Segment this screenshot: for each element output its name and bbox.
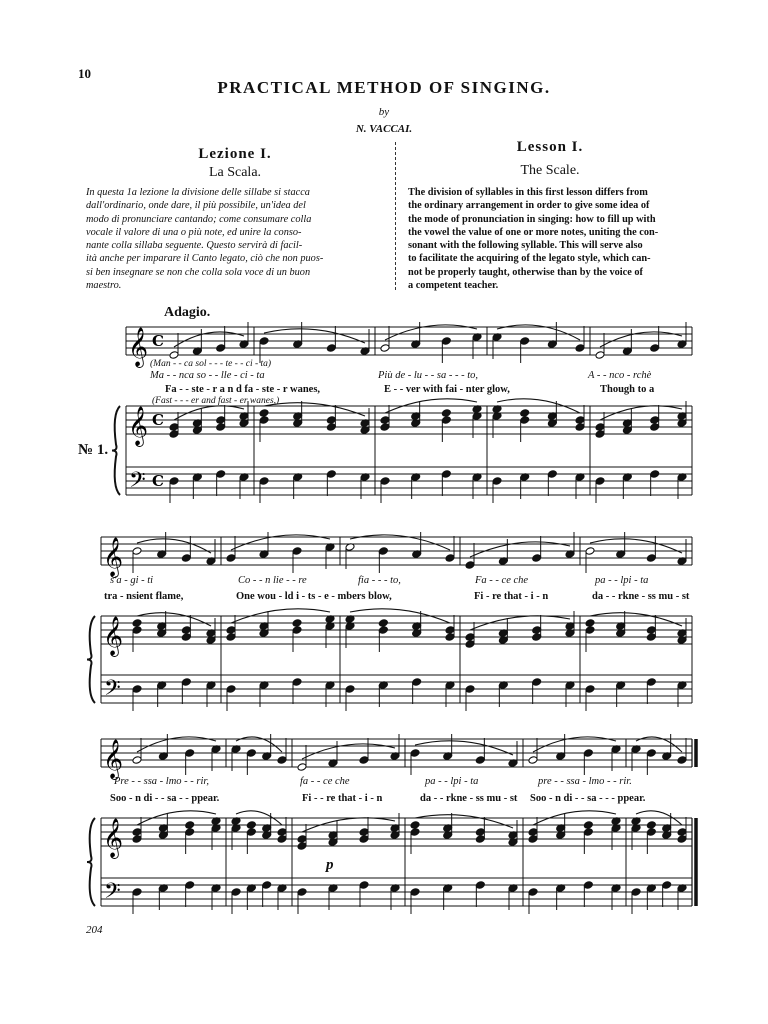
note-head (520, 409, 530, 418)
lyric-line: Soo - n di - - sa - - - ppear. (530, 793, 646, 804)
slur (137, 613, 211, 626)
note-head (646, 749, 656, 758)
note-head (132, 685, 142, 694)
plate-number: 204 (86, 924, 103, 936)
note-head (181, 626, 191, 635)
treble-clef-icon: 𝄞 (103, 616, 124, 656)
note-head (292, 678, 302, 687)
lyric-line: Ma - - nca so - - lle - ci - ta (150, 370, 265, 381)
note-head (650, 344, 660, 353)
note-head (277, 835, 287, 844)
treble-clef-icon: 𝄞 (103, 537, 124, 577)
note-head (132, 835, 142, 844)
slur (590, 613, 682, 626)
english-subtitle: The Scale. (520, 163, 580, 178)
lyric-line: s'a - gi - ti (110, 575, 154, 586)
treble-clef-icon: 𝄞 (103, 818, 124, 858)
note-head (441, 416, 451, 425)
note-head (132, 626, 142, 635)
note-head (547, 470, 557, 479)
note-head (465, 685, 475, 694)
author-name: N. VACCAI. (355, 123, 413, 135)
lyric-line: (Man - - ca sol - - - te - - ci - ta) (150, 359, 272, 369)
note-head (132, 888, 142, 897)
note-head (297, 835, 307, 844)
note-head (226, 685, 236, 694)
italian-lesson-title: Lezione I. (198, 146, 272, 162)
italian-line: dall'ordinario, onde dare, il più possibile, un'idea del (86, 200, 306, 212)
note-head (575, 344, 585, 353)
note-head (185, 881, 195, 890)
note-head (359, 835, 369, 844)
brace-icon (87, 616, 95, 703)
note-head (532, 554, 542, 563)
note-head (583, 749, 593, 758)
note-head (297, 888, 307, 897)
slur (264, 403, 365, 416)
note-head (595, 430, 605, 439)
page-title: PRACTICAL METHOD OF SINGING. (217, 78, 551, 97)
english-line: to facilitate the acquiring of the legato style, which can- (408, 253, 651, 265)
note-head (297, 763, 307, 772)
note-head (441, 409, 451, 418)
note-head (359, 881, 369, 890)
treble-clef-icon: 𝄞 (128, 327, 149, 367)
note-head (575, 423, 585, 432)
note-head (216, 470, 226, 479)
note-head (226, 554, 236, 563)
note-head (595, 423, 605, 432)
lyric-line: Fi - re that - i - n (474, 591, 549, 602)
note-head (631, 888, 641, 897)
note-head (262, 881, 272, 890)
english-line: The division of syllables in this first lesson differs from (408, 187, 648, 198)
note-head (359, 756, 369, 765)
note-head (345, 685, 355, 694)
note-head (650, 423, 660, 432)
note-head (181, 678, 191, 687)
note-head (595, 477, 605, 486)
lyric-line: Pre - - ssa - lmo - - rir, (114, 776, 209, 787)
note-head (185, 821, 195, 830)
note-head (297, 842, 307, 851)
note-head (259, 337, 269, 346)
note-head (132, 619, 142, 628)
note-head (326, 470, 336, 479)
note-head (677, 828, 687, 837)
note-head (646, 554, 656, 563)
lyric-line: E - - ver with fai - nter glow, (384, 384, 510, 395)
note-head (410, 828, 420, 837)
italian-line: modo di pronunciare cantando; come consumare colla (86, 213, 312, 225)
note-head (595, 351, 605, 360)
note-head (677, 835, 687, 844)
note-head (380, 344, 390, 353)
note-head (326, 416, 336, 425)
english-lesson-title: Lesson I. (516, 139, 584, 155)
note-head (475, 881, 485, 890)
note-head (226, 626, 236, 635)
note-head (441, 470, 451, 479)
note-head (216, 344, 226, 353)
lyric-line: fa - - ce che (300, 776, 350, 787)
note-head (492, 477, 502, 486)
italian-line: vocale il valore di una o più note, ed unire la conso- (86, 226, 302, 238)
note-head (465, 561, 475, 570)
english-line: not be properly taught, otherwise than by the voice of (408, 266, 643, 278)
note-head (475, 756, 485, 765)
note-head (181, 554, 191, 563)
italian-subtitle: La Scala. (208, 165, 262, 180)
lyric-line: Fi - - re that - i - n (302, 793, 383, 804)
bass-clef-icon: 𝄢 (129, 468, 146, 498)
note-head (646, 828, 656, 837)
lyric-line: pre - - ssa - lmo - - rir. (538, 776, 632, 787)
note-head (169, 423, 179, 432)
italian-line: nante colla sillaba seguente. Questo servirà di facil- (86, 240, 303, 252)
tempo-marking: Adagio. (164, 305, 211, 320)
note-head (445, 633, 455, 642)
note-head (132, 828, 142, 837)
note-head (585, 619, 595, 628)
note-head (292, 626, 302, 635)
note-head (520, 416, 530, 425)
lyric-line: da - - rkne - ss mu - st (592, 591, 690, 602)
note-head (292, 619, 302, 628)
italian-line: maestro. (86, 280, 122, 292)
note-head (646, 821, 656, 830)
note-head (532, 633, 542, 642)
lyric-line: Though to a (600, 384, 655, 395)
lyric-line: One wou - ld i - ts - e - mbers blow, (236, 591, 392, 602)
note-head (185, 828, 195, 837)
note-head (585, 626, 595, 635)
note-head (259, 416, 269, 425)
note-head (528, 756, 538, 765)
english-line: the mode of pronunciation in singing: how to fill up with (408, 213, 656, 225)
note-head (380, 423, 390, 432)
note-head (226, 633, 236, 642)
note-head (575, 416, 585, 425)
note-head (292, 547, 302, 556)
note-head (378, 619, 388, 628)
note-head (380, 416, 390, 425)
note-head (650, 416, 660, 425)
note-head (132, 547, 142, 556)
note-head (169, 351, 179, 360)
note-head (532, 626, 542, 635)
note-head (132, 756, 142, 765)
note-head (169, 430, 179, 439)
brace-icon (87, 818, 95, 906)
note-head (259, 409, 269, 418)
note-head (583, 821, 593, 830)
note-head (528, 835, 538, 844)
lyric-line: pa - - lpi - ta (425, 776, 479, 787)
lyric-line: A - - nco - rchè (588, 370, 652, 381)
note-head (475, 828, 485, 837)
note-head (277, 828, 287, 837)
italian-line: In questa 1a lezione la divisione delle sillabe si stacca (86, 187, 310, 198)
note-head (378, 547, 388, 556)
note-head (246, 749, 256, 758)
bass-clef-icon: 𝄢 (104, 676, 121, 706)
exercise-number: № 1. (78, 442, 109, 458)
note-head (646, 678, 656, 687)
english-line: sonant with the following syllable. This will serve also (408, 240, 643, 252)
note-head (583, 828, 593, 837)
lyric-line: tra - nsient flame, (104, 591, 184, 602)
lyric-line: Soo - n di - - sa - - ppear. (110, 793, 220, 804)
note-head (410, 888, 420, 897)
note-head (646, 626, 656, 635)
note-head (410, 749, 420, 758)
by-line: by (378, 106, 390, 118)
page-number: 10 (78, 66, 91, 81)
note-head (475, 835, 485, 844)
note-head (532, 678, 542, 687)
note-head (465, 640, 475, 649)
time-signature-icon: C (152, 411, 164, 429)
lyric-line: Più de - lu - - sa - - - to, (378, 370, 479, 381)
note-head (216, 423, 226, 432)
note-head (445, 554, 455, 563)
english-line: a competent teacher. (408, 280, 499, 292)
lyric-line: da - - rkne - ss mu - st (420, 793, 518, 804)
note-head (585, 547, 595, 556)
note-head (326, 344, 336, 353)
note-head (246, 821, 256, 830)
note-head (216, 416, 226, 425)
note-head (583, 881, 593, 890)
note-head (528, 888, 538, 897)
english-line: the vowel the value of one or more notes, uniting the con- (408, 226, 659, 238)
time-signature-icon: C (152, 472, 164, 490)
note-head (246, 828, 256, 837)
note-head (378, 626, 388, 635)
note-head (520, 337, 530, 346)
lyric-line: (Fast - - - er and fast - er wanes,) (152, 396, 280, 406)
note-head (445, 626, 455, 635)
note-head (185, 749, 195, 758)
lyric-line: Fa - - ce che (475, 575, 529, 586)
note-head (169, 477, 179, 486)
note-head (359, 828, 369, 837)
lyric-line: Co - - n lie - - re (238, 575, 307, 586)
note-head (528, 828, 538, 837)
lyric-line: Fa - - ste - r a n d fa - ste - r wanes, (165, 384, 321, 395)
treble-clef-icon: 𝄞 (128, 406, 149, 446)
note-head (662, 881, 672, 890)
slur (415, 815, 513, 828)
english-line: the ordinary arrangement in order to give some idea of (408, 200, 650, 212)
bass-clef-icon: 𝄢 (104, 879, 121, 909)
brace-icon (112, 406, 120, 495)
note-head (585, 685, 595, 694)
lyric-line: fia - - - to, (358, 575, 401, 586)
note-head (412, 678, 422, 687)
note-head (441, 337, 451, 346)
note-head (380, 477, 390, 486)
treble-clef-icon: 𝄞 (103, 739, 124, 779)
note-head (677, 756, 687, 765)
note-head (231, 888, 241, 897)
note-head (465, 633, 475, 642)
italian-line: ità anche per imparare il Canto legato, ciò che non puos- (86, 253, 324, 265)
note-head (259, 477, 269, 486)
note-head (410, 821, 420, 830)
note-head (646, 633, 656, 642)
italian-line: si ben insegnare se non che colla sola voce di un buon (86, 266, 311, 278)
note-head (181, 633, 191, 642)
note-head (650, 470, 660, 479)
dynamic-marking: p (326, 857, 334, 873)
lyric-line: pa - - lpi - ta (595, 575, 649, 586)
time-signature-icon: C (152, 332, 164, 350)
note-head (326, 423, 336, 432)
note-head (277, 756, 287, 765)
